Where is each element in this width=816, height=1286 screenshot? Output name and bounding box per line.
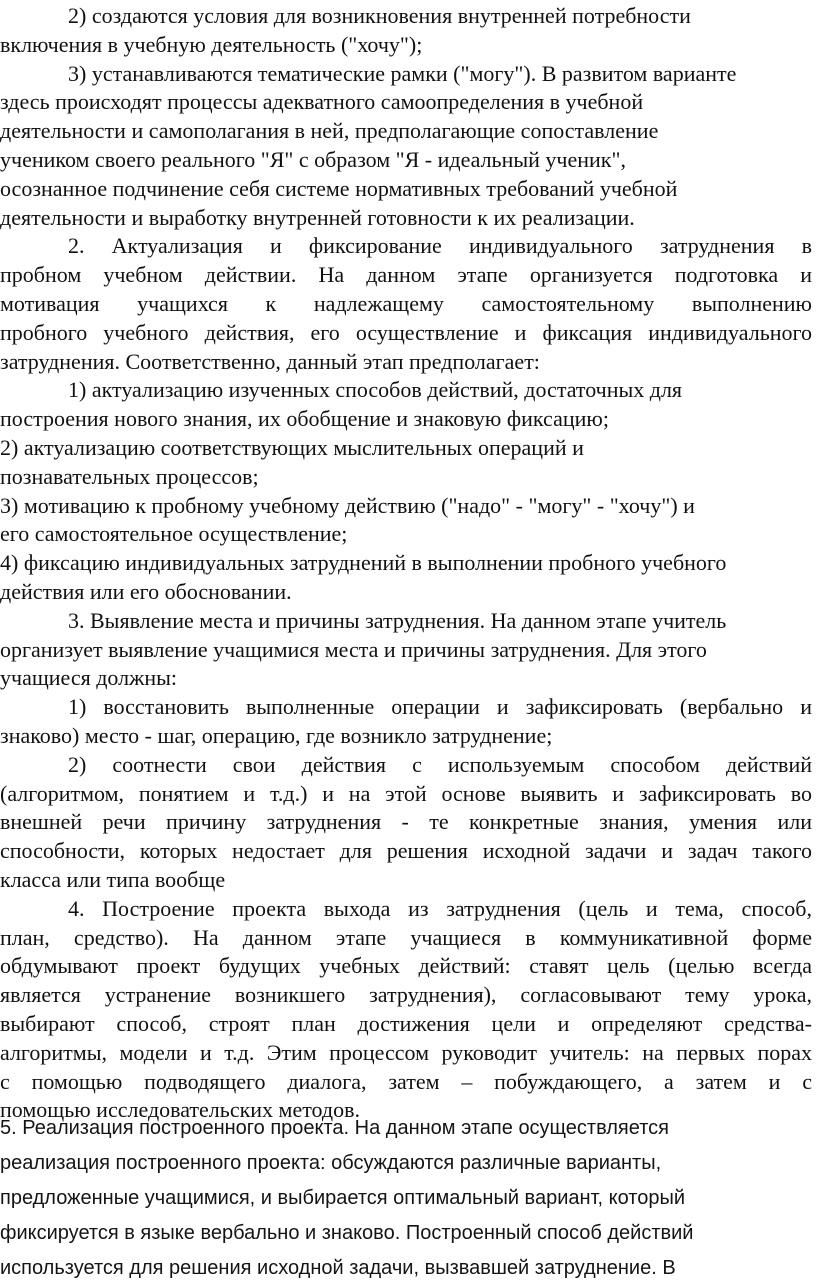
text-line: класса или типа вообще [0, 867, 226, 892]
text-line: выбирают способ, строят план достижения цели и определяют средства- [0, 1011, 812, 1036]
text-line: мотивация учащихся к надлежащему самостоятельному выполнению [0, 291, 812, 316]
text-line: фиксируется в языке вербально и знаково. Построенный способ действий [0, 1222, 694, 1244]
text-line: является устранение возникшего затруднения), согласовывают тему урока, [0, 982, 812, 1008]
text-line: 3. Выявление места и причины затруднения. На данном этапе учитель [68, 607, 727, 633]
text-line: (алгоритмом, понятием и т.д.) и на этой основе выявить и зафиксировать во [0, 780, 812, 806]
text-line: учащиеся должны: [0, 665, 177, 691]
text-line: деятельности и выработку внутренней готовности к их реализации. [0, 204, 635, 230]
text-line: 4. Построение проекта выхода из затруднения (цель и тема, способ, [68, 895, 812, 921]
text-line: 3) устанавливаются тематические рамки ("могу"). В развитом варианте [68, 60, 737, 86]
text-line: способности, которых недостает для решения исходной задачи и задач такого [0, 838, 812, 864]
text-line: включения в учебную деятельность ("хочу"); [0, 31, 423, 57]
text-line: деятельности и самополагания в ней, предполагающие сопоставление [0, 118, 659, 144]
text-line: учеником своего реального "Я" с образом "Я - идеальный ученик", [0, 147, 626, 172]
text-line: 2) соотнести свои действия с используемым способом действий [68, 751, 812, 777]
text-line: план, средство). На данном этапе учащиеся в коммуникативной форме [0, 924, 812, 950]
text-line: затруднения. Соответственно, данный этап предполагает: [0, 348, 540, 374]
text-line: алгоритмы, модели и т.д. Этим процессом руководит учитель: на первых порах [0, 1039, 812, 1065]
text-line: с помощью подводящего диалога, затем – побуждающего, а затем и с [0, 1068, 812, 1094]
text-line: построения нового знания, их обобщение и знаковую фиксацию; [0, 406, 609, 432]
text-line: помощью исследовательских методов. [0, 1097, 361, 1123]
text-line: внешней речи причину затруднения - те конкретные знания, умения или [0, 809, 812, 835]
text-line: здесь происходят процессы адекватного самоопределения в учебной [0, 89, 644, 115]
text-line: реализация построенного проекта: обсуждаются различные варианты, [0, 1152, 662, 1174]
text-line: знаково) место - шаг, операцию, где возникло затруднение; [0, 723, 553, 748]
text-line: 1) восстановить выполненные операции и зафиксировать (вербально и [68, 694, 812, 720]
text-line: 2) актуализацию соответствующих мыслительных операций и [0, 435, 584, 460]
text-line: 2) создаются условия для возникновения внутренней потребности [68, 3, 691, 28]
text-line: 1) актуализацию изученных способов действий, достаточных для [68, 377, 683, 403]
text-line: действия или его обосновании. [0, 579, 292, 604]
text-line: 2. Актуализация и фиксирование индивидуального затруднения в [68, 233, 812, 259]
text-line: организует выявление учащимися места и причины затруднения. Для этого [0, 636, 707, 662]
text-line: пробном учебном действии. На данном этапе организуется подготовка и [0, 262, 812, 288]
text-line: познавательных процессов; [0, 463, 259, 489]
text-line: его самостоятельное осуществление; [0, 521, 348, 547]
text-line: осознанное подчинение себя системе нормативных требований учебной [0, 175, 678, 201]
text-line: предложенные учащимися, и выбирается оптимальный вариант, который [0, 1187, 685, 1209]
text-line: обдумывают проект будущих учебных действий: ставят цель (целью всегда [0, 953, 812, 979]
text-line: 3) мотивацию к пробному учебному действию ("надо" - "могу" - "хочу") и [0, 492, 695, 518]
text-line: 4) фиксацию индивидуальных затруднений в выполнении пробного учебного [0, 550, 727, 576]
text-line: пробного учебного действия, его осуществление и фиксация индивидуального [0, 319, 812, 345]
text-line: используется для решения исходной задачи, вызвавшей затруднение. В [0, 1257, 676, 1279]
text-line: 5. Реализация построенного проекта. На данном этапе осуществляется [0, 1117, 669, 1139]
